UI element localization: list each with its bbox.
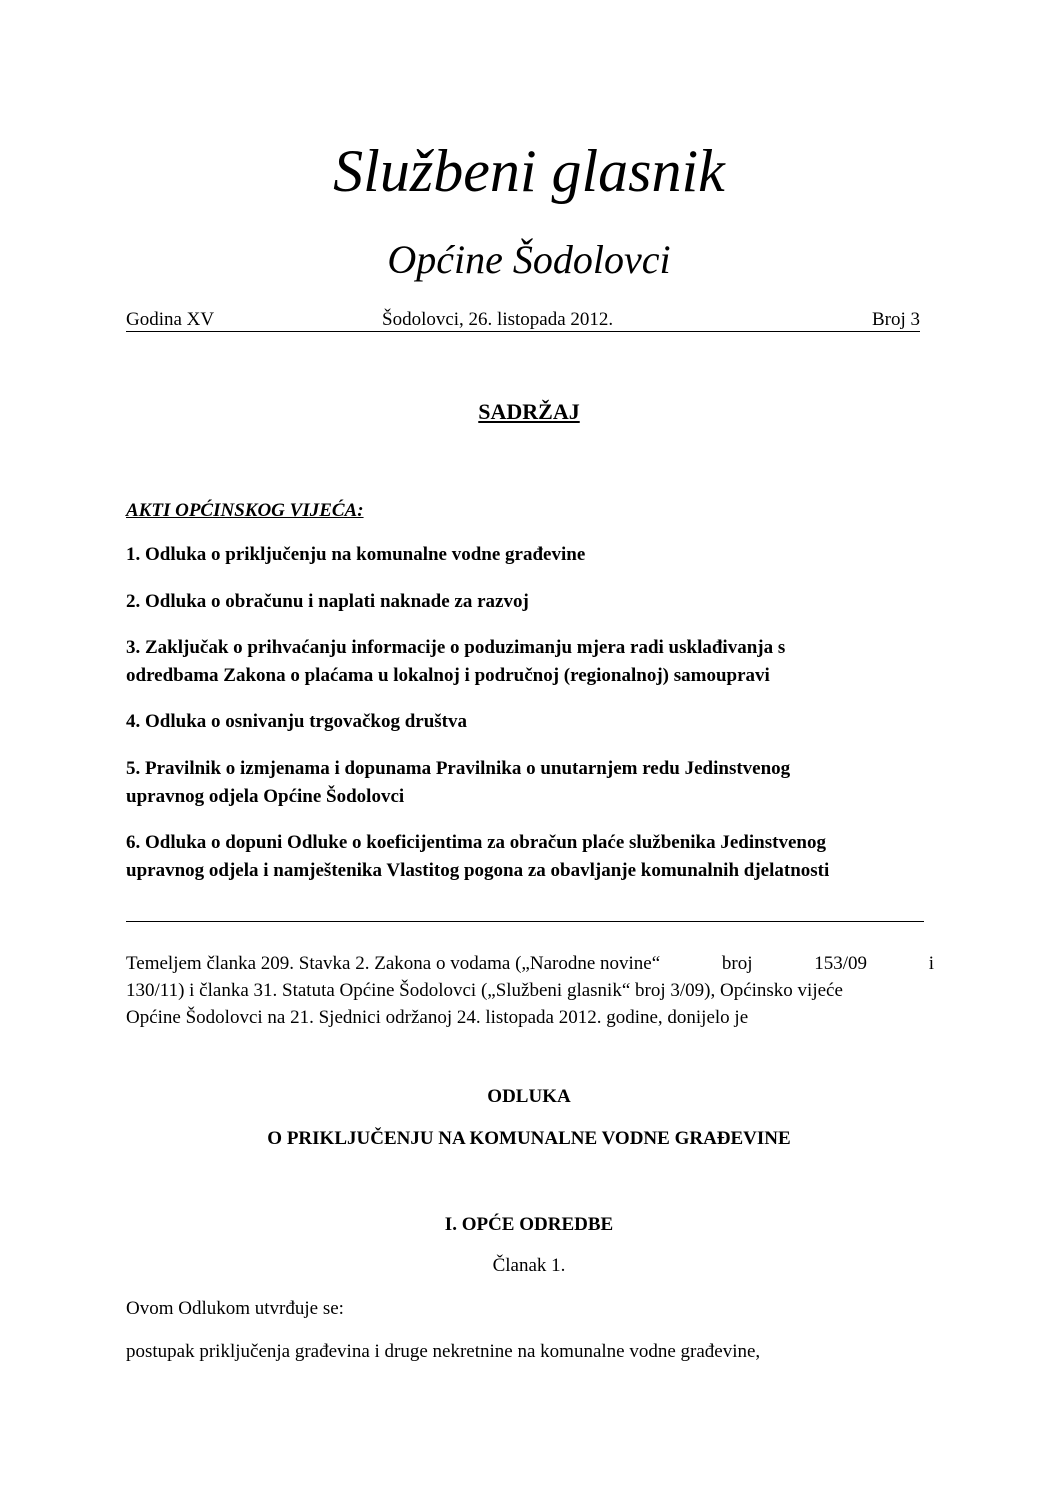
toc-item-line: 4. Odluka o osnivanju trgovačkog društva xyxy=(126,711,468,732)
place-date: Šodolovci, 26. listopada 2012. xyxy=(382,309,614,330)
toc-item-1 xyxy=(126,541,926,569)
issue-number: Broj 3 xyxy=(871,309,920,330)
toc-heading: SADRŽAJ xyxy=(478,399,580,424)
preamble-paragraph xyxy=(126,950,934,1031)
preamble-line-1 xyxy=(126,950,934,977)
preamble-line-3: Općine Šodolovci na 21. Sjednici održanoj 24. listopada 2012. godine, donijelo je xyxy=(126,1007,749,1028)
toc-item-line: 1. Odluka o priključenju na komunalne vodne građevine xyxy=(126,544,586,565)
preamble-text: Temeljem članka 209. Stavka 2. Zakona o vodama („Narodne novine“ xyxy=(126,953,661,974)
toc-item-line: upravnog odjela i namještenika Vlastitog pogona za obavljanje komunalnih djelatnosti xyxy=(126,860,830,881)
preamble-text: 153/09 xyxy=(814,953,867,974)
toc-item-line: 6. Odluka o dopuni Odluke o koeficijentima za obračun plaće službenika Jedinstvenog xyxy=(126,832,826,853)
toc-item-4 xyxy=(126,708,926,736)
toc-item-line: odredbama Zakona o plaćama u lokalnoj i područnoj (regionalnoj) samoupravi xyxy=(126,665,770,686)
preamble-text: i xyxy=(928,953,934,974)
preamble-line-2: 130/11) i članka 31. Statuta Općine Šodolovci („Službeni glasnik“ broj 3/09), Općinsko vijeće xyxy=(126,980,843,1001)
decision-title: ODLUKA xyxy=(487,1086,571,1107)
toc-item-2 xyxy=(126,588,926,616)
section-divider xyxy=(126,921,924,922)
toc-item-line: 5. Pravilnik o izmjenama i dopunama Pravilnika o unutarnjem redu Jedinstvenog xyxy=(126,758,791,779)
toc-item-line: upravnog odjela Općine Šodolovci xyxy=(126,786,405,807)
chapter-heading: I. OPĆE ODREDBE xyxy=(444,1214,614,1235)
article-label: Članak 1. xyxy=(492,1255,566,1276)
article-body-line-2: postupak priključenja građevina i druge nekretnine na komunalne vodne građevine, xyxy=(126,1341,761,1362)
toc-item-6 xyxy=(126,829,926,885)
article-body-line-1: Ovom Odlukom utvrđuje se: xyxy=(126,1298,344,1319)
meta-underline xyxy=(126,331,920,332)
toc-item-3 xyxy=(126,634,926,690)
preamble-text: broj xyxy=(721,953,753,974)
toc-item-line: 3. Zaključak o prihvaćanju informacije o poduzimanju mjera radi usklađivanja s xyxy=(126,637,786,658)
toc-item-line: 2. Odluka o obračunu i naplati naknade za razvoj xyxy=(126,591,529,612)
year-label: Godina XV xyxy=(126,309,215,330)
gazette-title: Službeni glasnik xyxy=(333,138,725,204)
toc-item-5 xyxy=(126,755,926,811)
decision-subtitle: O PRIKLJUČENJU NA KOMUNALNE VODNE GRAĐEVINE xyxy=(267,1128,791,1149)
gazette-subtitle: Općine Šodolovci xyxy=(387,237,671,282)
toc-section-heading: AKTI OPĆINSKOG VIJEĆA: xyxy=(126,500,364,521)
